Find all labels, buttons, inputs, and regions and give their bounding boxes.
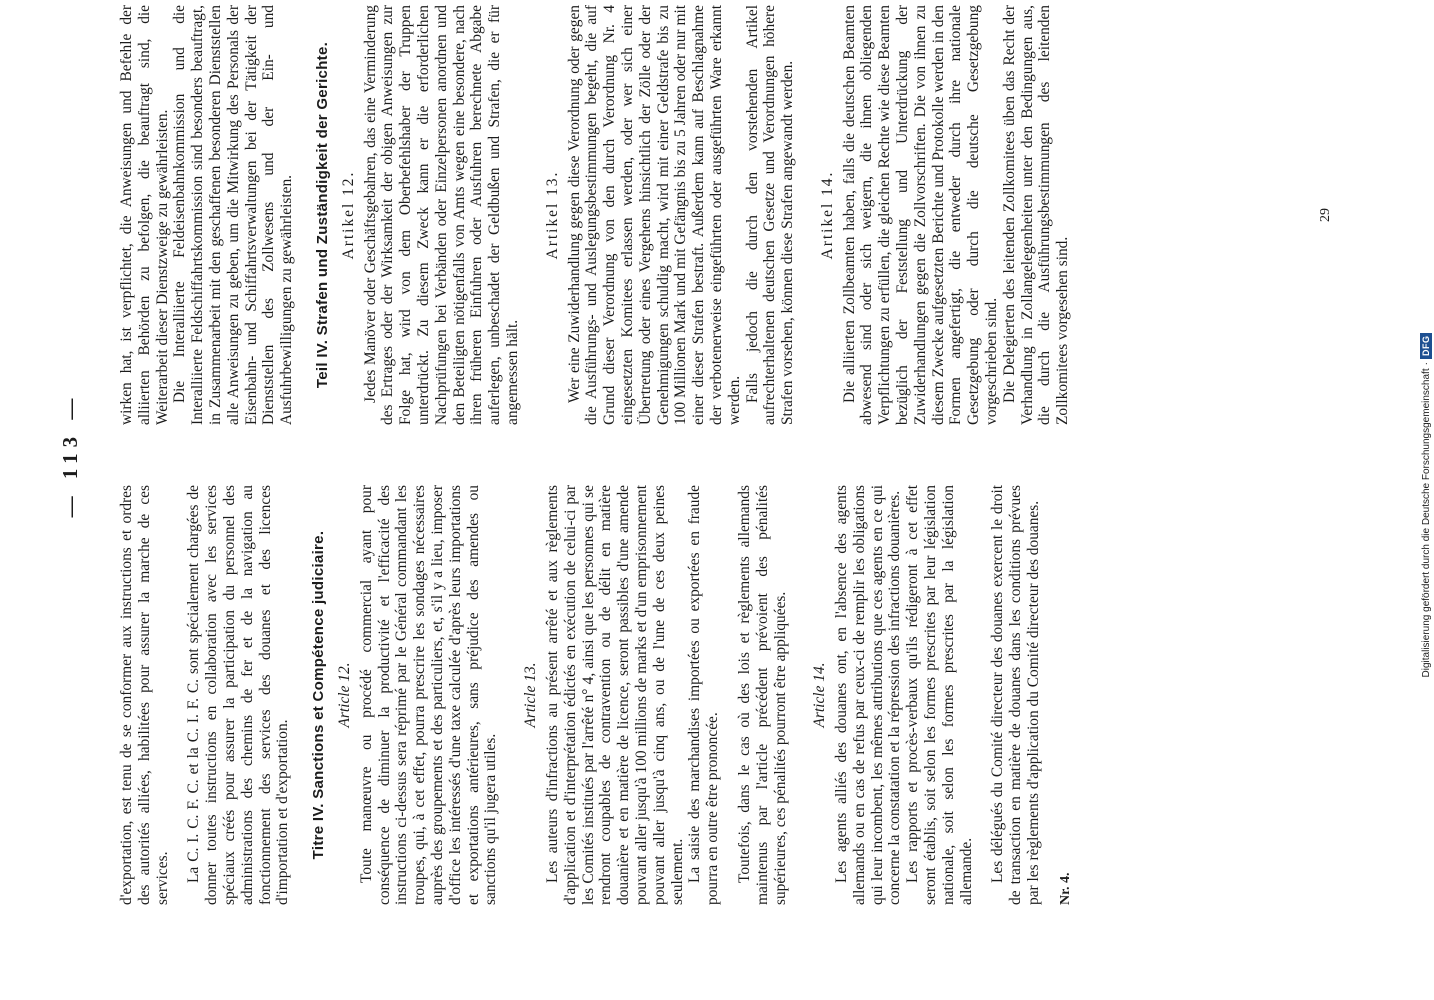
fr-paragraph-1: d'exportation, est tenu de se conformer aux instructions et ordres des autorités alliées, habilitées pour assurer la marche de ces services. [118,485,171,905]
french-column [118,485,1318,905]
de-article-13-text: Wer eine Zuwiderhandlung gegen diese Verordnung oder gegen die Ausführungs- und Auslegungsbestimmungen begeht, die auf Grund dieser Verordnung von den durch Verordnung Nr. 4 eingesetzten Komitees erlassen werden, oder wer sich einer Übertretung oder eines Vergehens hinsichtlich der Zölle oder der Genehmigungen schuldig macht, wird mit einer Geldstrafe bis zu 100 Millionen Mark und mit Gefängnis bis zu 5 Jahren oder nur mit einer dieser Strafen bestraft. Außerdem kann auf Beschlagnahme der verbotenerweise eingeführten oder ausgeführten Ware erkannt werden. [565,5,743,425]
credit-text: Digitalisierung gefördert durch die Deutsche Forschungsgemeinschaft [1420,368,1432,678]
fr-article-12-heading: Article 12. [335,662,353,728]
running-head: — 113 — [58,392,82,518]
document-page [0,5,1434,905]
fr-title-iv: Titre IV. Sanctions et Compétence judiciaire. [310,530,328,860]
de-article-13-heading: Artikel 13. [543,170,561,260]
fr-article-14-text: Les agents alliés des douanes ont, en l'absence des agents allemands ou en cas de refus par ceux-ci de remplir les obligations qui leur incombent, les mêmes attributions que ces agents en ce qui concerne la constatation et la répression des infractions douanières. [833,485,904,905]
de-title-iv: Teil IV. Strafen und Zuständigkeit der Gerichte. [313,41,331,389]
fr-article-13-text-2: La saisie des marchandises importées ou exportées en fraude pourra en outre être prononcée. [686,485,722,905]
page-number: 29 [1318,208,1333,222]
fr-article-13-text-3: Toutefois, dans le cas où des lois et règlements allemands maintenus par l'article précédent prévoient des pénalités supérieures, ces pénalités pourront être appliquées. [735,485,789,905]
de-paragraph-1: wirken hat, ist verpflichtet, die Anweisungen und Befehle der alliierten Behörden zu befolgen, die beauftragt sind, die Weiterarbeit dieser Dienstzweige zu gewährleisten. [118,5,171,425]
fr-paragraph-2: La C. I. C. F. C. et la C. I. F. C. sont spécialement chargées de donner toutes instructions en collaboration avec les services spéciaux créés pour assurer la participation du personnel des administrations des chemins de fer et de la navigation au fonctionnement des services des douanes et des licences d'importation et d'exportation. [185,485,292,905]
fr-article-13-text: Les auteurs d'infractions au présent arrêté et aux règlements d'application et d'interprétation édictés en exécution de celui-ci par les Comités institués par l'arrêté n° 4, ainsi que les personnes qui se rendront coupables de contravention ou de délit en matière douanière et en matière de licence, seront passibles d'une amende pouvant aller jusqu'à 100 millions de marks et d'un emprisonnement pouvant aller jusqu'à cinq ans, ou de l'une de ces deux peines seulement. [543,485,686,905]
fr-article-14-text-3: Les délégués du Comité directeur des douanes exercent le droit de transaction en matière de douanes dans les conditions prévues par les règlements d'application du Comité directeur des douanes. [989,485,1043,905]
fr-article-14-heading: Article 14. [811,662,829,728]
de-paragraph-2: Die Interalliierte Feldeisenbahnkommission und die Interalliierte Feldschiffahrtskommission sind besonders beauftragt, in Zusammenarbeit mit den geschaffenen besonderen Dienststellen alle Anweisungen zu geben, um die Mitwirkung des Personals der Eisenbahn- und Schiffahrtsverwaltungen bei der Tätigkeit der Dienststellen des Zollwesens und der Ein- und Ausfuhrbewilligungen zu gewährleisten. [171,5,296,425]
de-article-14-text: Die alliierten Zollbeamten haben, falls die deutschen Beamten abwesend sind oder sich weigern, die ihnen obliegenden Verpflichtungen zu erfüllen, die gleichen Rechte wie diese Beamten bezüglich der Feststellung und Unterdrückung der Zuwiderhandlungen gegen die Zollvorschriften. Die von ihnen zu diesem Zwecke aufgesetzten Berichte und Protokolle werden in den Formen angefertigt, die entweder durch ihre nationale Gesetzgebung oder durch die deutsche Gesetzgebung vorgeschrieben sind. [840,5,1001,425]
de-article-14-text-2: Die Delegierten des leitenden Zollkomitees üben das Recht der Verhandlung in Zollangelegenheiten unter den Bedingungen aus, die durch die Ausführungsbestimmungen des leitenden Zollkomitees vorgesehen sind. [1000,5,1072,425]
fr-article-13-heading: Article 13. [522,662,540,728]
credit-separator: · [1420,362,1432,366]
german-column [118,5,1318,425]
de-article-14-heading: Artikel 14. [818,170,836,260]
fr-article-14-text-2: Les rapports et procès-verbaux qu'ils rédigeront à cet effet seront établis, soit selon les formes prescrites par leur législation nationale, soit selon les formes prescrites par la législation allemande. [904,485,975,905]
de-article-13-text-2: Falls jedoch die durch den vorstehenden Artikel aufrechterhaltenen deutschen Gesetze und Verordnungen höhere Strafen vorsehen, können diese Strafen angewandt werden. [743,5,797,425]
digitization-credit [1420,10,1432,1000]
dfg-logo-icon: DFG [1420,333,1432,360]
document-number: Nr. 4. [1057,872,1073,905]
fr-article-12-text: Toute manœuvre ou procédé commercial ayant pour conséquence de diminuer la productivité et l'efficacité des instructions ci-dessus sera réprimé par le Général commandant les troupes, qui, à cet effet, pourra prescrire les sondages nécessaires auprès des groupements et des particuliers, et, s'il y a lieu, imposer d'office les intéressés d'une taxe calculée d'après leurs importations et exportations antérieures, sans préjudice des amendes ou sanctions qu'il jugera utiles. [357,485,500,905]
de-article-12-text: Jedes Manöver oder Geschäftsgebahren, das eine Verminderung des Ertrages oder der Wirksamkeit der obigen Anweisungen zur Folge hat, wird von dem Oberbefehlshaber der Truppen unterdrückt. Zu diesem Zweck kann er die erforderlichen Nachprüfungen bei Verbänden oder Einzelpersonen anordnen und den Beteiligten nötigenfalls von Amts wegen eine besondere, nach ihren früheren Einfuhren oder Ausfuhren berechnete Abgabe auferlegen, unbeschadet der Geldbußen und Strafen, die er für angemessen hält. [361,5,521,425]
de-article-12-heading: Artikel 12. [339,170,357,260]
